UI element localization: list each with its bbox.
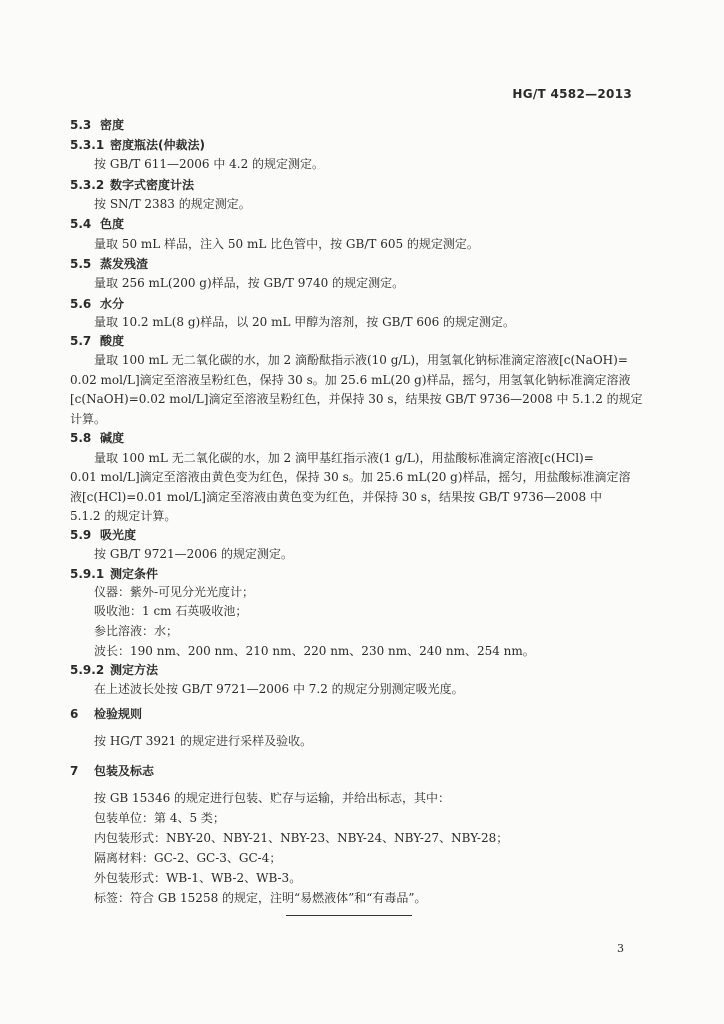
body-text: 量取 50 mL 样品，注入 50 mL 比色管中，按 GB/T 605 的规定测定。 <box>94 237 479 251</box>
section-heading <box>70 138 205 152</box>
section-heading <box>70 663 158 677</box>
section-heading <box>70 334 124 348</box>
section-heading <box>70 431 124 445</box>
section-title: 水分 <box>100 297 125 311</box>
body-text: 液[c(HCl)=0.01 mol/L]滴定至溶液由黄色变为红色，并保持 30 s，结果按 GB/T 9736—2008 中 <box>70 490 603 504</box>
section-title: 包装及标志 <box>94 764 155 778</box>
section-heading <box>70 297 124 311</box>
section-number: 5.5 <box>70 257 92 271</box>
section-number: 5.3.1 <box>70 138 105 152</box>
section-number: 7 <box>70 764 79 778</box>
body-text: 波长：190 nm、200 nm、210 nm、220 nm、230 nm、240 nm、254 nm。 <box>94 644 535 658</box>
body-text: 量取 100 mL 无二氧化碳的水，加 2 滴甲基红指示液(1 g/L)，用盐酸标准滴定溶液[c(HCl)= <box>94 451 594 465</box>
section-title: 蒸发残渣 <box>100 257 149 271</box>
body-text: 5.1.2 的规定计算。 <box>70 509 177 523</box>
section-title: 密度瓶法(仲裁法) <box>110 138 205 152</box>
section-title: 检验规则 <box>94 707 143 721</box>
end-rule <box>286 915 412 916</box>
body-text: 仪器：紫外-可见分光光度计； <box>94 585 255 599</box>
body-text: 计算。 <box>70 412 107 426</box>
section-number: 5.7 <box>70 334 92 348</box>
section-title: 碱度 <box>100 431 125 445</box>
body-text: 吸收池：1 cm 石英吸收池； <box>94 604 248 618</box>
section-heading <box>70 707 142 721</box>
body-text: 量取 100 mL 无二氧化碳的水，加 2 滴酚酞指示液(10 g/L)，用氢氧化钠标准滴定溶液[c(NaOH)= <box>94 353 628 367</box>
body-text: 包装单位：第 4、5 类； <box>94 811 225 825</box>
body-text: 0.01 mol/L]滴定至溶液由黄色变为红色，保持 30 s。加 25.6 mL(20 g)样品，摇匀，用盐酸标准滴定溶 <box>70 470 631 484</box>
section-title: 色度 <box>100 217 125 231</box>
body-text: 量取 10.2 mL(8 g)样品，以 20 mL 甲醇为溶剂，按 GB/T 606 的规定测定。 <box>94 315 516 329</box>
section-heading <box>70 567 158 581</box>
body-text: 标签：符合 GB 15258 的规定，注明“易燃液体”和“有毒品”。 <box>94 891 427 905</box>
section-number: 6 <box>70 707 79 721</box>
body-text: 按 SN/T 2383 的规定测定。 <box>94 197 251 211</box>
body-text: 0.02 mol/L]滴定至溶液呈粉红色，保持 30 s。加 25.6 mL(20 g)样品，摇匀，用氢氧化钠标准滴定溶液 <box>70 373 631 387</box>
body-text: 在上述波长处按 GB/T 9721—2006 中 7.2 的规定分别测定吸光度。 <box>94 682 464 696</box>
section-number: 5.6 <box>70 297 92 311</box>
page-number: 3 <box>617 942 624 955</box>
body-text: 按 HG/T 3921 的规定进行采样及验收。 <box>94 734 313 748</box>
body-text: 内包装形式：NBY-20、NBY-21、NBY-23、NBY-24、NBY-27、NBY-28； <box>94 831 509 845</box>
section-title: 密度 <box>100 118 125 132</box>
section-heading <box>70 178 194 192</box>
section-number: 5.9.2 <box>70 663 105 677</box>
section-number: 5.3 <box>70 118 92 132</box>
body-text: 按 GB/T 9721—2006 的规定测定。 <box>94 547 293 561</box>
section-number: 5.8 <box>70 431 92 445</box>
section-heading <box>70 764 154 778</box>
body-text: 参比溶液：水； <box>94 624 179 638</box>
section-number: 5.9 <box>70 528 92 542</box>
standard-code: HG/T 4582—2013 <box>512 87 632 101</box>
body-text: [c(NaOH)=0.02 mol/L]滴定至溶液呈粉红色，并保持 30 s，结果按 GB/T 9736—2008 中 5.1.2 的规定 <box>70 392 643 406</box>
section-number: 5.9.1 <box>70 567 105 581</box>
section-title: 酸度 <box>100 334 125 348</box>
section-heading <box>70 257 148 271</box>
body-text: 隔离材料：GC-2、GC-3、GC-4； <box>94 851 282 865</box>
section-title: 测定条件 <box>110 567 159 581</box>
section-title: 测定方法 <box>110 663 159 677</box>
body-text: 按 GB 15346 的规定进行包装、贮存与运输，并给出标志，其中： <box>94 791 451 805</box>
section-heading <box>70 528 136 542</box>
section-title: 吸光度 <box>100 528 137 542</box>
section-number: 5.4 <box>70 217 92 231</box>
section-number: 5.3.2 <box>70 178 105 192</box>
section-heading <box>70 118 124 132</box>
section-heading <box>70 217 124 231</box>
section-title: 数字式密度计法 <box>110 178 195 192</box>
body-text: 按 GB/T 611—2006 中 4.2 的规定测定。 <box>94 157 325 171</box>
body-text: 量取 256 mL(200 g)样品，按 GB/T 9740 的规定测定。 <box>94 276 405 290</box>
body-text: 外包装形式：WB-1、WB-2、WB-3。 <box>94 871 302 885</box>
